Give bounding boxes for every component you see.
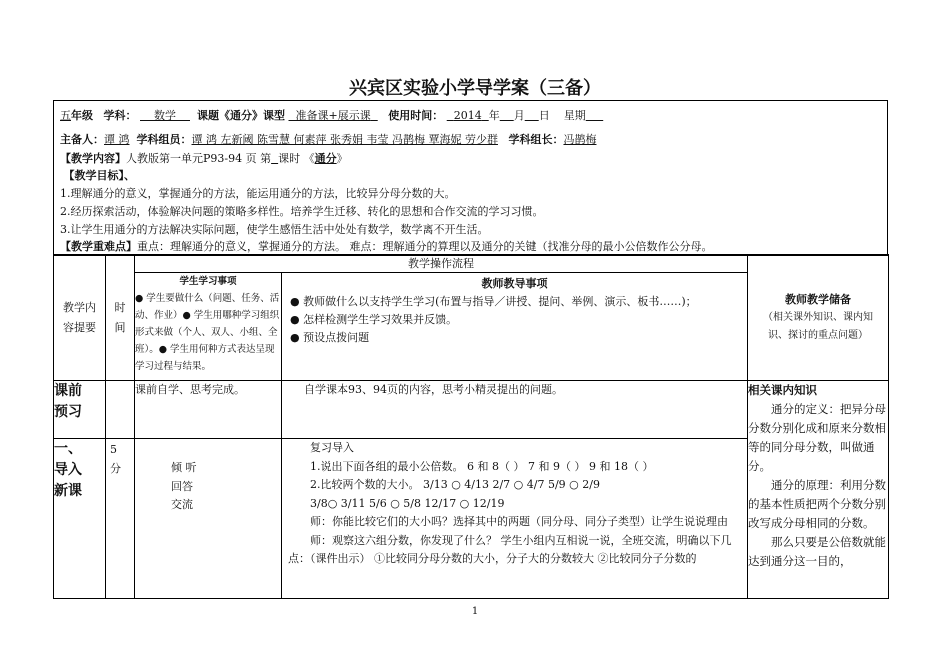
host-label: 主备人： bbox=[60, 133, 104, 146]
intro-student bbox=[135, 439, 282, 599]
reserve-para-1: 通分的定义：把异分母分数分别化成和原来分数相等的同分母分数，叫做通分。 bbox=[748, 402, 886, 473]
section-preview: 课前 预习 bbox=[54, 381, 106, 439]
reserve-title: 教师教学储备 bbox=[785, 292, 851, 306]
year-value: 2014 bbox=[453, 109, 482, 122]
day-unit: 日 bbox=[538, 109, 550, 122]
key-points-text: 重点：理解通分的意义，掌握通分的方法。 难点：理解通分的算理以及通分的关键（找准分母的最小公倍数作公分母。 bbox=[137, 240, 713, 253]
reserve-para-2: 通分的原理：利用分数的基本性质把两个分数分别改写成分母相同的分数。 bbox=[748, 478, 886, 530]
teacher-title: 教师教导事项 bbox=[481, 277, 548, 290]
student-title: 学生学习事项 bbox=[179, 276, 237, 287]
content-line: 【教学内容】人教版第一单元P93-94 页 第 课时 《通分》 bbox=[60, 152, 348, 165]
topic-label: 课题《通分》课型 bbox=[197, 109, 285, 122]
goal-1: 1.理解通分的意义，掌握通分的方法，能运用通分的方法，比较异分母分数的大。 bbox=[60, 187, 456, 200]
members-value: 谭 鸿 左新阈 陈雪慧 何素萍 张秀娟 韦莹 冯鹊梅 覃海妮 劳少群 bbox=[191, 133, 498, 146]
teacher-item-1: ● 教师做什么以支持学生学习(布置与指导／讲授、提问、举例、演示、板书……)； bbox=[290, 295, 697, 308]
col-content-header: 教学内容提要 bbox=[54, 255, 106, 381]
goal-3: 3.让学生用通分的方法解决实际问题，使学生感悟生活中处处有数学，数学离不开生活。 bbox=[60, 223, 489, 236]
student-header bbox=[135, 273, 282, 381]
grade-label: 年级 bbox=[71, 109, 93, 122]
intro-teacher-6: 师：观察这六组分数，你发现了什么？ 学生小组内互相说一说，全班交流，明确以下几点：（课件出示） ①比较同分母分数的大小，分子大的分数较大 ②比较同分子分数的 bbox=[288, 533, 732, 565]
page-title: 兴宾区实验小学导学案（三备） bbox=[349, 78, 601, 99]
year-unit: 年 bbox=[488, 109, 500, 122]
col-time-header: 时间 bbox=[106, 255, 135, 381]
content-topic: 通分 bbox=[314, 152, 337, 165]
section-intro: 一、 导入 新课 bbox=[54, 439, 106, 599]
lesson-table bbox=[53, 254, 889, 599]
preview-teacher: 自学课本93、94页的内容，思考小精灵提出的问题。 bbox=[282, 381, 748, 439]
members-label: 学科组员： bbox=[136, 133, 192, 146]
teacher-item-2: ● 怎样检测学生学习效果并反馈。 bbox=[290, 313, 458, 326]
leader-value: 冯鹊梅 bbox=[563, 133, 597, 146]
header-line-1 bbox=[60, 107, 603, 123]
key-points-label: 【教学重难点】 bbox=[60, 240, 137, 253]
lesson-type-value: 准备课+展示课 bbox=[295, 109, 371, 122]
student-items: ● 学生要做什么（问题、任务、活动、作业）● 学生用哪种学习组织形式来做（个人、双人、小组、全班）。● 学生用何种方式表达呈现学习过程与结果。 bbox=[135, 293, 280, 372]
month-unit: 月 bbox=[513, 109, 525, 122]
week-label: 星期 bbox=[563, 109, 586, 122]
reserve-knowledge bbox=[748, 381, 889, 599]
subject-label: 学科： bbox=[103, 109, 137, 122]
intro-time: 5 分 bbox=[106, 439, 135, 599]
time-label: 使用时间： bbox=[388, 109, 444, 122]
reserve-knowledge-title: 相关课内知识 bbox=[748, 383, 817, 397]
leader-label: 学科组长： bbox=[508, 133, 564, 146]
teacher-header bbox=[282, 273, 748, 381]
header-line-2 bbox=[60, 131, 596, 147]
grade-value: 五 bbox=[60, 109, 71, 122]
subject-value: 数学 bbox=[154, 109, 176, 122]
goal-2: 2.经历探索活动，体验解决问题的策略多样性。培养学生迁移、转化的思想和合作交流的学习习惯。 bbox=[60, 205, 544, 218]
host-value: 谭 鸿 bbox=[104, 133, 130, 146]
intro-teacher-2: 1.说出下面各组的最小公倍数。 6 和 8（ ） 7 和 9（ ） 9 和 18（ ） bbox=[310, 459, 654, 473]
reserve-para-3: 那么只要是公倍数就能达到通分这一目的， bbox=[748, 535, 886, 568]
intro-teacher bbox=[282, 439, 748, 599]
process-header: 教学操作流程 bbox=[135, 255, 748, 273]
teacher-item-3: ● 预设点拨问题 bbox=[290, 331, 370, 344]
reserve-header bbox=[748, 255, 889, 381]
page-number: 1 bbox=[471, 606, 479, 617]
intro-teacher-5: 师：你能比较它们的大小吗？选择其中的两题（同分母、同分子类型）让学生说说理由 bbox=[310, 515, 728, 528]
key-points-line bbox=[60, 238, 713, 254]
intro-teacher-1: 复习导入 bbox=[310, 441, 354, 454]
reserve-subtitle: （相关课外知识、课内知识、探讨的重点问题） bbox=[763, 311, 873, 341]
intro-student-2: 回答 bbox=[171, 479, 193, 493]
content-text: 人教版第一单元P93-94 页 第 bbox=[126, 152, 272, 165]
preview-student: 课前自学、思考完成。 bbox=[135, 381, 282, 439]
content-label: 【教学内容】 bbox=[60, 152, 126, 165]
goals-label: 【教学目标】、 bbox=[63, 169, 135, 182]
intro-student-1: 倾 听 bbox=[171, 461, 197, 474]
intro-teacher-3: 2.比较两个数的大小。 3/13 ○ 4/13 2/7 ○ 4/7 5/9 ○ 2/9 bbox=[310, 478, 600, 491]
intro-teacher-4: 3/8○ 3/11 5/6 ○ 5/8 12/17 ○ 12/19 bbox=[310, 496, 505, 510]
intro-student-3: 交流 bbox=[171, 498, 193, 511]
